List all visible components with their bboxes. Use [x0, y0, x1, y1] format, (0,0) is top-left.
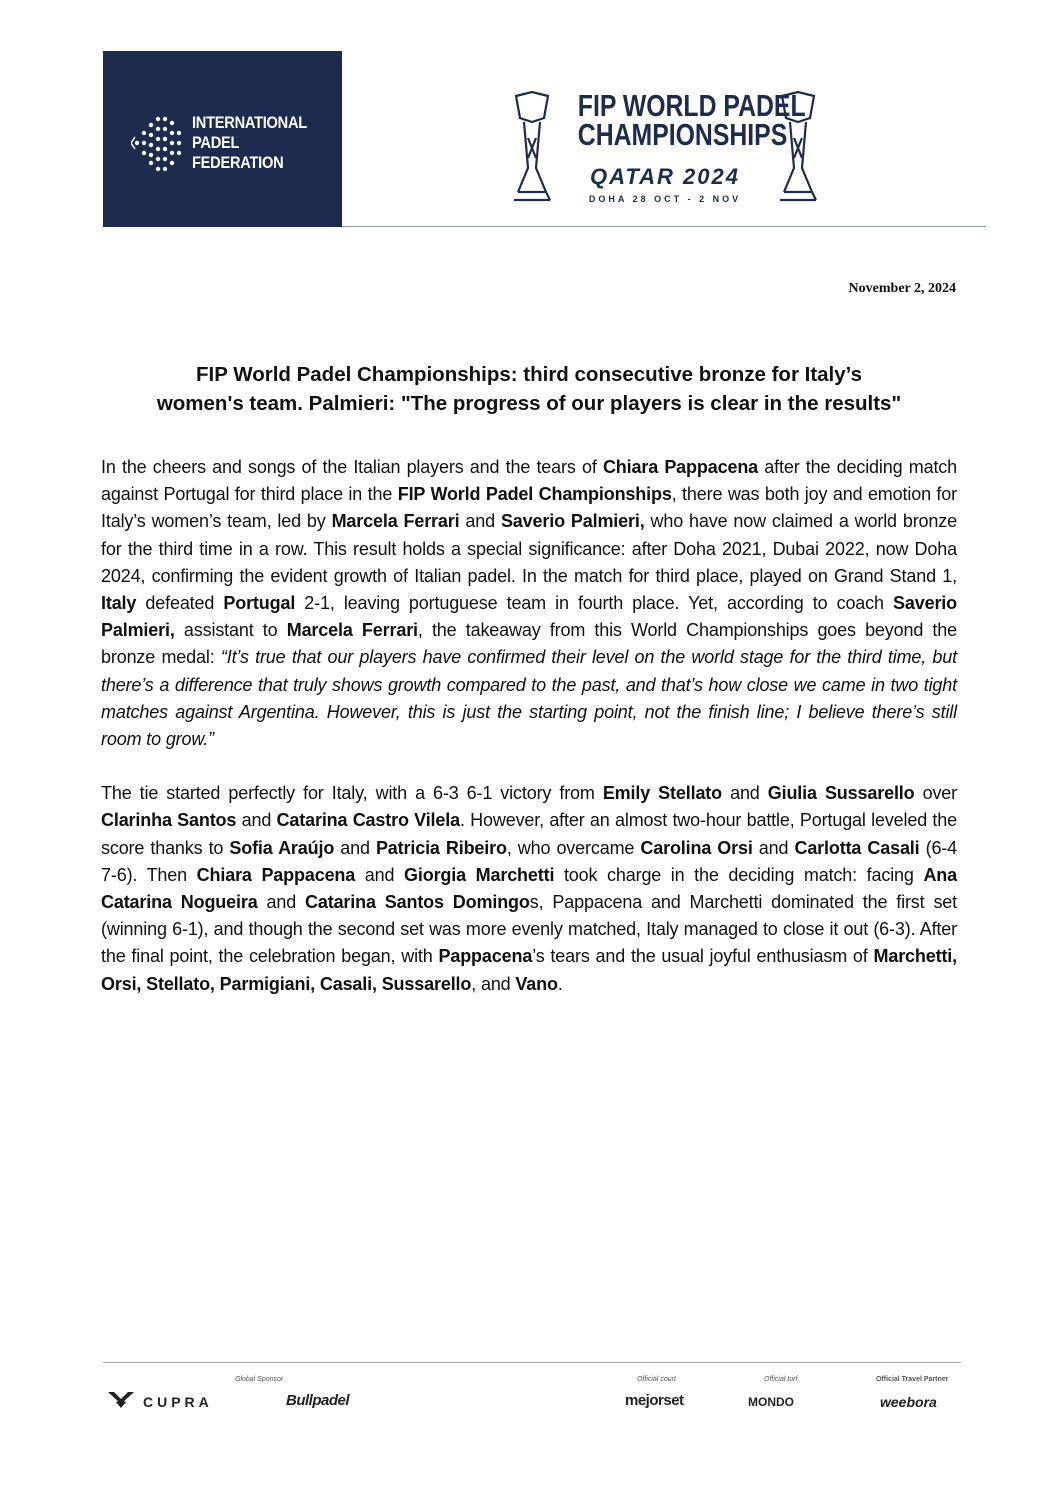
- championship-title-line: FIP WORLD PADEL: [577, 88, 806, 123]
- bold-text: Portugal: [223, 593, 296, 614]
- text-run: In the cheers and songs of the Italian players and the tears of: [101, 457, 603, 477]
- quote-text: “It’s true that our players have confirmed their level on the world stage for the third time, but there’s a difference that truly shows growth compared to the past, and that’s how close we came in two tight matches against Argentina. However, this is just the starting point, not the finish line; I believe there’s still room to grow.”: [101, 647, 958, 750]
- text-run: and: [355, 864, 405, 885]
- bold-text: Marchetti, Orsi, Stellato, Parmigiani, Casali, Sussarello: [101, 946, 958, 994]
- article-body: [101, 454, 957, 998]
- bold-text: Giorgia Marchetti: [404, 864, 555, 885]
- bold-text: Emily Stellato: [602, 783, 722, 804]
- championship-dates: DOHA 28 OCT - 2 NOV: [588, 194, 742, 204]
- bold-text: Catarina Santos Domingo: [305, 892, 530, 913]
- text-run: and: [722, 783, 768, 804]
- bold-text: Ana Catarina Nogueira: [101, 864, 957, 913]
- bold-text: FIP World Padel Championships: [397, 484, 672, 505]
- weebora-logo: weebora: [880, 1394, 937, 1410]
- bullpadel-logo: Bullpadel: [286, 1392, 350, 1409]
- mondo-logo: MONDO: [748, 1395, 794, 1409]
- text-run: and: [236, 810, 277, 831]
- mejorset-logo: mejorset: [625, 1392, 684, 1409]
- text-run: (6-4 7-6). Then: [101, 837, 958, 885]
- bold-text: Chiara Pappacena: [602, 457, 759, 477]
- text-run: ’s tears and the usual joyful enthusiasm of: [532, 946, 874, 967]
- fip-logo-text: [192, 113, 307, 173]
- text-run: assistant to: [174, 620, 287, 641]
- text-run: . However, after an almost two-hour battle, Portugal leveled the score thanks to: [101, 810, 958, 858]
- global-sponsor-label: Global Sponsor: [235, 1376, 284, 1383]
- official-turf-label: Official turf: [764, 1376, 798, 1383]
- trophy-icon: [510, 88, 554, 208]
- bold-text: Sofia Araújo: [229, 837, 335, 858]
- championship-title: [577, 88, 806, 152]
- text-run: , who overcame: [506, 837, 641, 858]
- text-run: took charge in the deciding match: facing: [554, 864, 924, 885]
- bold-text: Carlotta Casali: [794, 837, 920, 858]
- bold-text: Carolina Orsi: [640, 837, 753, 858]
- bold-text: Chiara Pappacena: [196, 864, 356, 885]
- bold-text: Catarina Castro Vilela: [276, 810, 460, 831]
- bold-text: Patricia Ribeiro: [375, 837, 507, 858]
- text-run: .: [557, 973, 563, 994]
- header-divider: [342, 226, 986, 227]
- bold-text: Giulia Sussarello: [767, 783, 915, 804]
- text-run: defeated: [136, 593, 224, 614]
- bold-text: Marcela Ferrari: [331, 511, 460, 532]
- cupra-logo: CUPRA: [143, 1394, 213, 1410]
- bold-text: Italy: [101, 593, 137, 614]
- padel-racket-dots-icon: [131, 111, 183, 175]
- text-run: , the takeaway from this World Championships goes beyond the bronze medal:: [101, 620, 958, 668]
- headline-line: women's team. Palmieri: "The progress of our players is clear in the results": [156, 392, 902, 415]
- text-run: s, Pappacena and Marchetti dominated the first set (winning 6-1), and though the second set was more evenly matched, Italy managed to close it out (6-3). After the final point, the celebration began, with: [101, 892, 958, 967]
- text-run: who have now claimed a world bronze for the third time in a row. This result holds a special significance: after Doha 2021, Dubai 2022, now Doha 2024, confirming the evident growth of Italian padel. In the match for third place, played on Grand Stand 1,: [101, 511, 957, 586]
- text-run: and: [257, 892, 306, 913]
- paragraph: [101, 454, 957, 753]
- headline-line: FIP World Padel Championships: third consecutive bronze for Italy’s: [196, 363, 862, 386]
- text-run: after the deciding match against Portugal for third place in the: [101, 457, 958, 505]
- bold-text: Marcela Ferrari: [286, 620, 418, 641]
- cupra-logo-icon: [106, 1390, 136, 1410]
- championship-title-line: CHAMPIONSHIPS: [577, 117, 788, 152]
- fip-logo-line: INTERNATIONAL: [192, 113, 307, 132]
- fip-logo: [103, 51, 342, 227]
- official-court-label: Official court: [637, 1376, 676, 1383]
- fip-logo-line: PADEL: [192, 133, 240, 152]
- release-date: November 2, 2024: [848, 281, 956, 296]
- text-run: over: [914, 783, 957, 804]
- paragraph: [101, 780, 957, 998]
- text-run: The tie started perfectly for Italy, with a 6-3 6-1 victory from: [101, 783, 603, 804]
- text-run: and: [334, 837, 376, 858]
- bold-text: Saverio Palmieri,: [101, 593, 957, 641]
- text-run: 2-1, leaving portuguese team in fourth place. Yet, according to coach: [295, 593, 893, 614]
- text-run: , and: [471, 973, 516, 994]
- text-run: and: [459, 511, 501, 532]
- bold-text: Vano: [515, 973, 558, 994]
- championship-logo: [510, 88, 815, 213]
- fip-logo-line: FEDERATION: [192, 153, 284, 172]
- bold-text: Clarinha Santos: [101, 810, 237, 831]
- footer-divider: [103, 1362, 961, 1363]
- headline: [100, 360, 958, 418]
- official-travel-partner-label: Official Travel Partner: [876, 1376, 949, 1383]
- bold-text: Pappacena: [438, 946, 533, 967]
- championship-location: QATAR 2024: [589, 164, 740, 189]
- text-run: and: [752, 837, 795, 858]
- bold-text: Saverio Palmieri,: [500, 511, 645, 532]
- text-run: , there was both joy and emotion for Italy’s women’s team, led by: [101, 484, 957, 532]
